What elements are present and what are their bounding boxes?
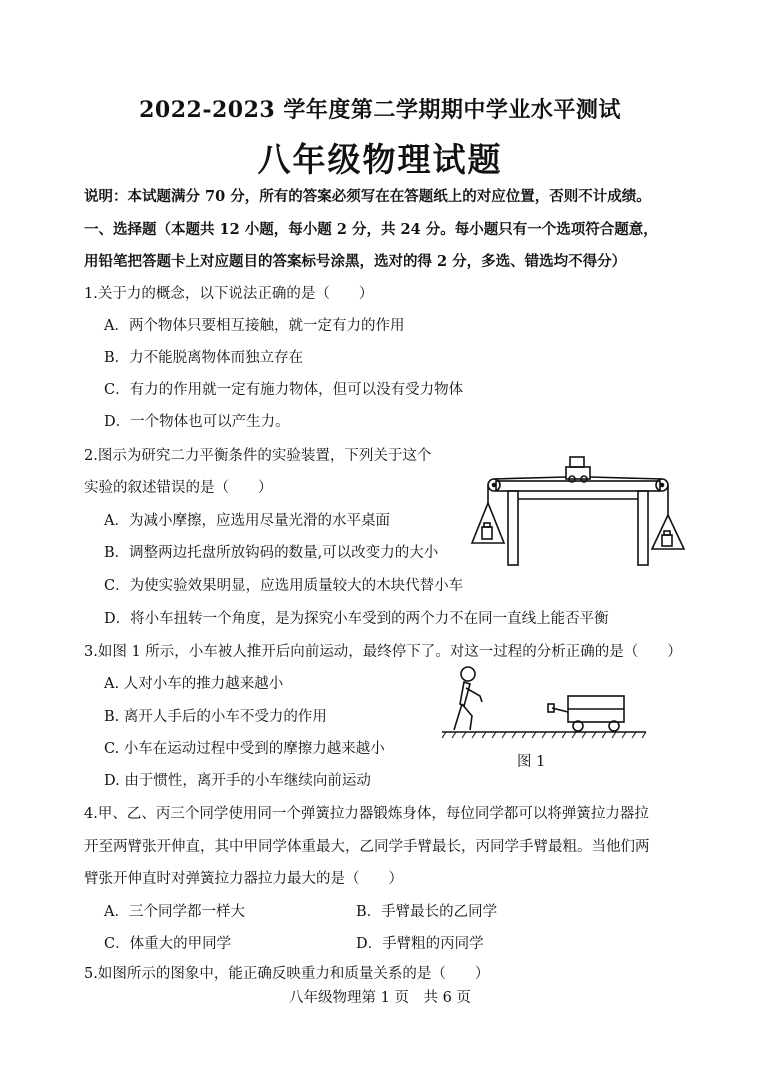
q3-option-b: B. 离开人手后的小车不受力的作用 — [104, 709, 327, 725]
q2-option-d: D．将小车扭转一个角度，是为探究小车受到的两个力不在同一直线上能否平衡 — [104, 611, 609, 627]
q5-stem: 5.如图所示的图象中，能正确反映重力和质量关系的是（ ） — [84, 966, 490, 982]
q2-option-a: A．为减小摩擦，应选用尽量光滑的水平桌面 — [104, 513, 390, 529]
q3-option-c: C. 小车在运动过程中受到的摩擦力越来越小 — [104, 741, 385, 757]
q2-option-b: B．调整两边托盘所放钩码的数量,可以改变力的大小 — [104, 545, 439, 561]
q4-stem-line3: 臂张开伸直时对弹簧拉力器拉力最大的是（ ） — [84, 871, 403, 887]
q3-figure-caption: 图 1 — [517, 754, 546, 770]
q2-stem-line2: 实验的叙述错误的是（ ） — [84, 480, 273, 496]
q3-person-cart-figure — [440, 662, 652, 742]
instructions: 说明：本试题满分 70 分，所有的答案必须写在在答题纸上的对应位置，否则不计成绩。 — [84, 188, 651, 205]
page-footer: 八年级物理第 1 页 共 6 页 — [289, 990, 471, 1006]
q2-stem-line1: 2.图示为研究二力平衡条件的实验装置，下列关于这个 — [84, 448, 432, 464]
q1-option-c: C．有力的作用就一定有施力物体，但可以没有受力物体 — [104, 382, 464, 398]
q1-option-a: A．两个物体只要相互接触，就一定有力的作用 — [104, 318, 405, 334]
q3-option-a: A. 人对小车的推力越来越小 — [104, 676, 284, 692]
q2-apparatus-figure — [470, 455, 690, 575]
q4-option-b: B．手臂最长的乙同学 — [356, 904, 498, 920]
q4-option-c: C．体重大的甲同学 — [104, 936, 232, 952]
q4-option-d: D．手臂粗的丙同学 — [356, 936, 484, 952]
q1-stem: 1.关于力的概念，以下说法正确的是（ ） — [84, 286, 374, 302]
section-heading-line2: 用铅笔把答题卡上对应题目的答案标号涂黑，选对的得 2 分，多选、错选均不得分） — [84, 253, 627, 270]
q4-option-a: A．三个同学都一样大 — [104, 904, 245, 920]
q3-stem: 3.如图 1 所示，小车被人推开后向前运动，最终停下了。对这一过程的分析正确的是（ ） — [84, 644, 682, 660]
section-heading-line1: 一、选择题（本题共 12 小题，每小题 2 分，共 24 分。每小题只有一个选项符合题意， — [84, 221, 658, 238]
q1-option-b: B．力不能脱离物体而独立存在 — [104, 350, 304, 366]
q4-stem-line2: 开至两臂张开伸直，其中甲同学体重最大，乙同学手臂最长，丙同学手臂最粗。当他们两 — [84, 839, 650, 855]
exam-subtitle: 八年级物理试题 — [257, 140, 503, 179]
q3-option-d: D. 由于惯性，离开手的小车继续向前运动 — [104, 773, 371, 789]
q4-stem-line1: 4.甲、乙、丙三个同学使用同一个弹簧拉力器锻炼身体，每位同学都可以将弹簧拉力器拉 — [84, 806, 649, 822]
q1-option-d: D．一个物体也可以产生力。 — [104, 414, 290, 430]
exam-title: 2022-2023 学年度第二学期期中学业水平测试 — [139, 97, 621, 123]
q2-option-c: C．为使实验效果明显，应选用质量较大的木块代替小车 — [104, 578, 464, 594]
